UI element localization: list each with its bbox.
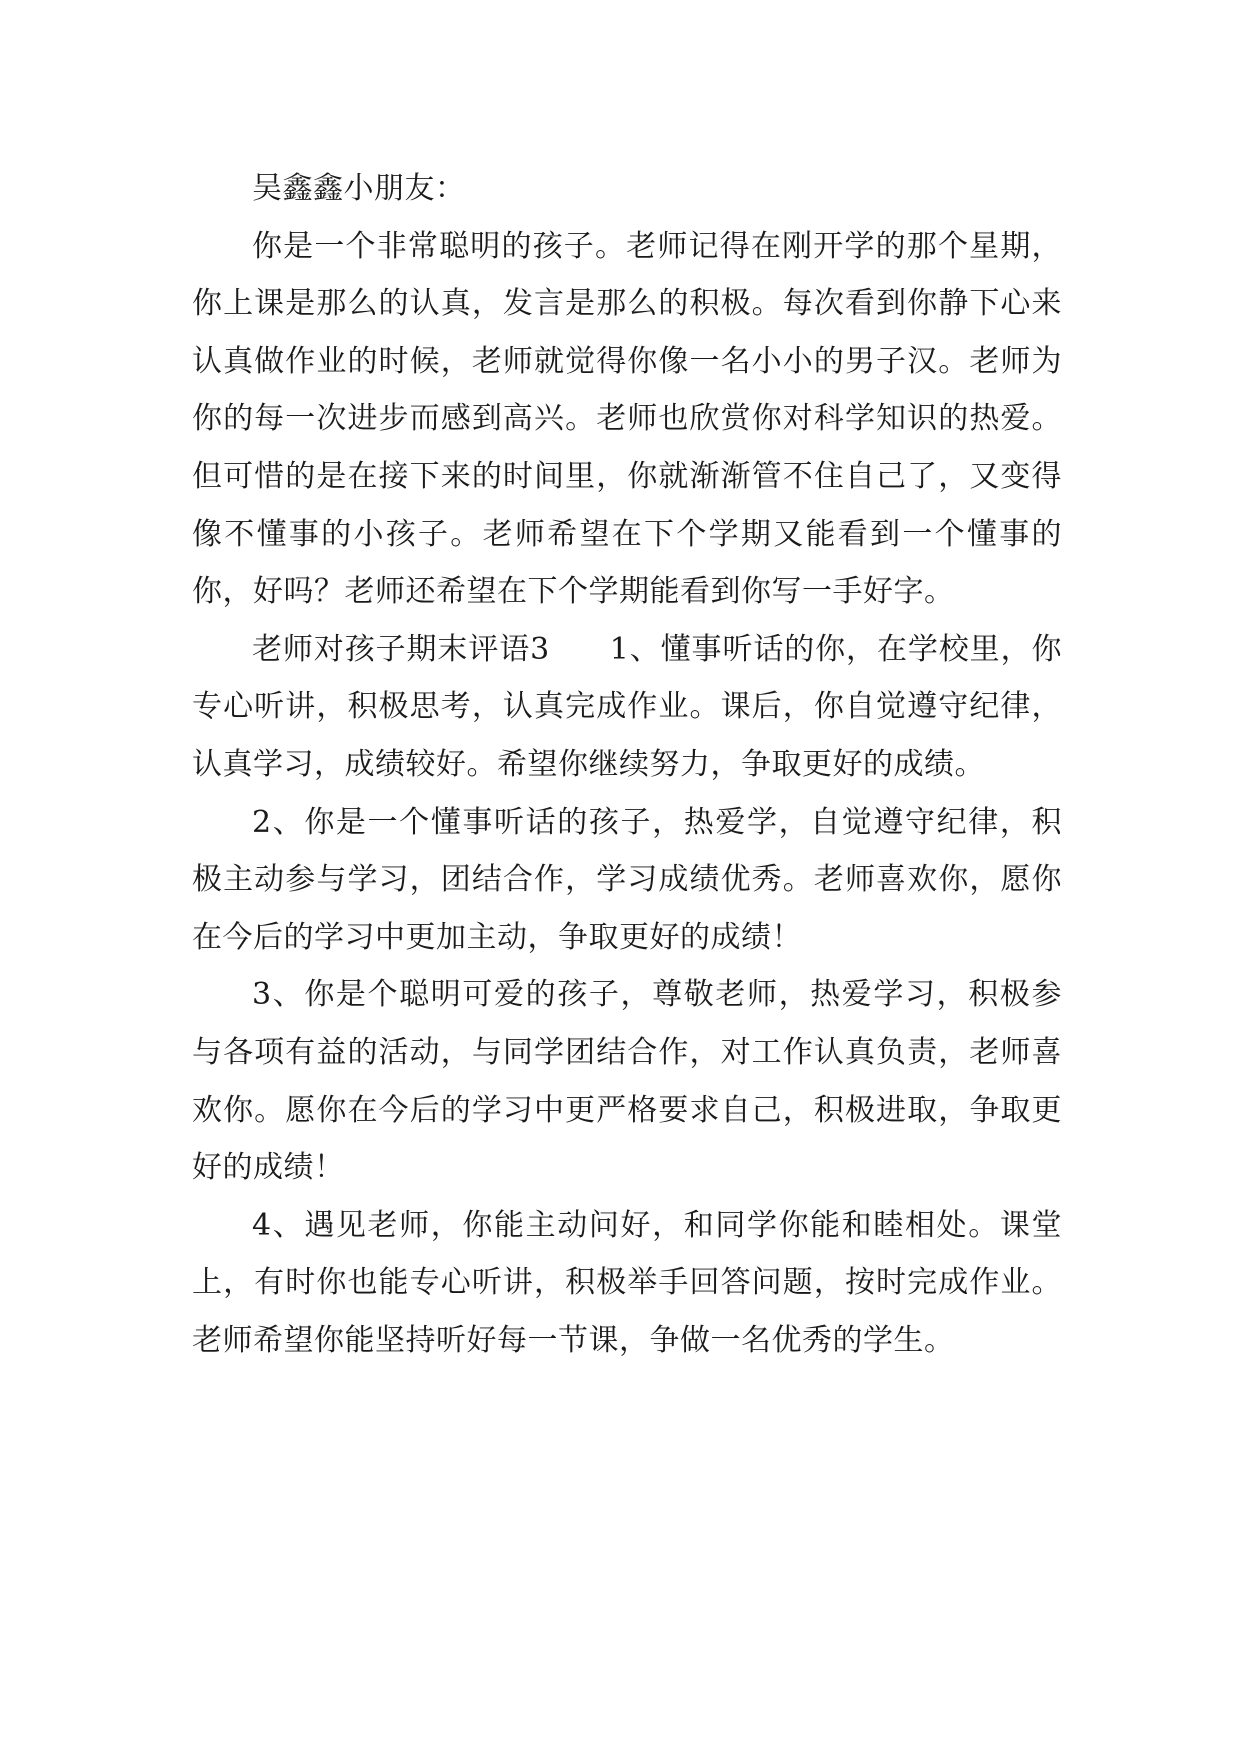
comment-2: 2、你是一个懂事听话的孩子，热爱学，自觉遵守纪律，积极主动参与学习，团结合作，学习成绩优秀。老师喜欢你，愿你在今后的学习中更加主动，争取更好的成绩！ bbox=[192, 804, 1062, 955]
document-body bbox=[192, 160, 1062, 1369]
section-title: 老师对孩子期末评语3 bbox=[252, 631, 550, 667]
intro-paragraph: 你是一个非常聪明的孩子。老师记得在刚开学的那个星期，你上课是那么的认真，发言是那么的积极。每次看到你静下心来认真做作业的时候，老师就觉得你像一名小小的男子汉。老师为你的每一次进步而感到高兴。老师也欣赏你对科学知识的热爱。但可惜的是在接下来的时间里，你就渐渐管不住自己了，又变得像不懂事的小孩子。老师希望在下个学期又能看到一个懂事的你，好吗？老师还希望在下个学期能看到你写一手好字。 bbox=[192, 228, 1062, 610]
salutation: 吴鑫鑫小朋友： bbox=[252, 171, 466, 206]
comment-1: 1、懂事听话的你，在学校里，你专心听讲，积极思考，认真完成作业。课后，你自觉遵守纪律，认真学习，成绩较好。希望你继续努力，争取更好的成绩。 bbox=[192, 631, 1062, 782]
section-paragraph bbox=[192, 621, 1062, 794]
comment-3: 3、你是个聪明可爱的孩子，尊敬老师，热爱学习，积极参与各项有益的活动，与同学团结合作，对工作认真负责，老师喜欢你。愿你在今后的学习中更严格要求自己，积极进取，争取更好的成绩！ bbox=[192, 977, 1062, 1186]
comment-4: 4、遇见老师，你能主动问好，和同学你能和睦相处。课堂上，有时你也能专心听讲，积极举手回答问题，按时完成作业。老师希望你能坚持听好每一节课，争做一名优秀的学生。 bbox=[192, 1207, 1062, 1358]
